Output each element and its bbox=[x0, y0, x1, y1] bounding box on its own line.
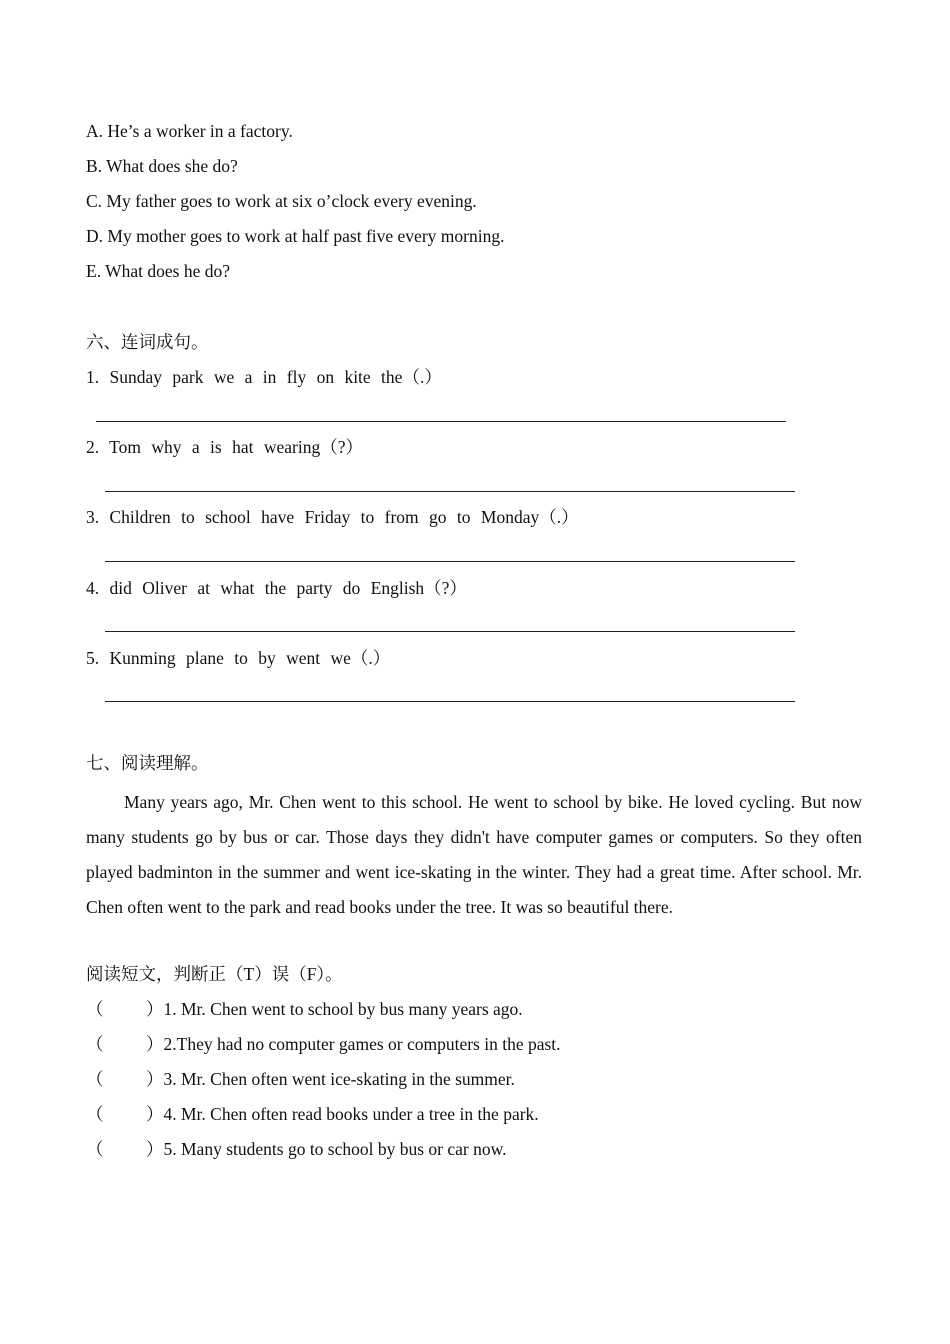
option-e: E. What does he do? bbox=[86, 261, 231, 281]
option-b: B. What does she do? bbox=[86, 156, 238, 176]
option-c: C. My father goes to work at six o’clock every evening. bbox=[86, 191, 477, 211]
tf-statement-3[interactable] bbox=[86, 1068, 515, 1090]
answer-paren: （ bbox=[86, 1139, 104, 1159]
reading-passage: Many years ago, Mr. Chen went to this school. He went to school by bike. He loved cycling. But now many students go by bus or car. Those days they didn't have computer games or computers. So they often played badminton in the summer and went ice-skating in the winter. They had a great time. After school. Mr. Chen often went to the park and read books under the tree. It was so beautiful there. bbox=[86, 792, 862, 917]
sentence-item-2: 2. Tom why a is hat wearing（?） bbox=[86, 437, 363, 457]
tf-statement-1[interactable] bbox=[86, 998, 523, 1020]
answer-paren: （ bbox=[86, 1104, 104, 1124]
answer-line-1[interactable] bbox=[96, 421, 786, 422]
tf-statement-text: ）3. Mr. Chen often went ice-skating in the summer. bbox=[146, 1069, 515, 1089]
sentence-item-1: 1. Sunday park we a in fly on kite the（.） bbox=[86, 367, 442, 387]
tf-statement-text: ）4. Mr. Chen often read books under a tree in the park. bbox=[146, 1104, 539, 1124]
tf-instruction: 阅读短文，判断正（T）误（F）。 bbox=[86, 964, 343, 984]
sentence-item-4: 4. did Oliver at what the party do English（?） bbox=[86, 578, 467, 598]
answer-line-5[interactable] bbox=[105, 701, 795, 702]
tf-statement-text: ）1. Mr. Chen went to school by bus many years ago. bbox=[146, 999, 523, 1019]
answer-paren: （ bbox=[86, 999, 104, 1019]
tf-statement-text: ）5. Many students go to school by bus or car now. bbox=[146, 1139, 507, 1159]
sentence-item-5: 5. Kunming plane to by went we（.） bbox=[86, 648, 391, 668]
section6-title: 六、连词成句。 bbox=[86, 332, 209, 352]
sentence-item-3: 3. Children to school have Friday to from go to Monday（.） bbox=[86, 507, 579, 527]
answer-line-4[interactable] bbox=[105, 631, 795, 632]
option-d: D. My mother goes to work at half past five every morning. bbox=[86, 226, 505, 246]
answer-paren: （ bbox=[86, 1034, 104, 1054]
section7-title: 七、阅读理解。 bbox=[86, 753, 209, 773]
answer-line-3[interactable] bbox=[105, 561, 795, 562]
option-a: A. He’s a worker in a factory. bbox=[86, 121, 293, 141]
answer-paren: （ bbox=[86, 1069, 104, 1089]
tf-statement-5[interactable] bbox=[86, 1138, 507, 1160]
tf-statement-2[interactable] bbox=[86, 1033, 561, 1055]
tf-statement-text: ）2.They had no computer games or computers in the past. bbox=[146, 1034, 561, 1054]
answer-line-2[interactable] bbox=[105, 491, 795, 492]
tf-statement-4[interactable] bbox=[86, 1103, 539, 1125]
